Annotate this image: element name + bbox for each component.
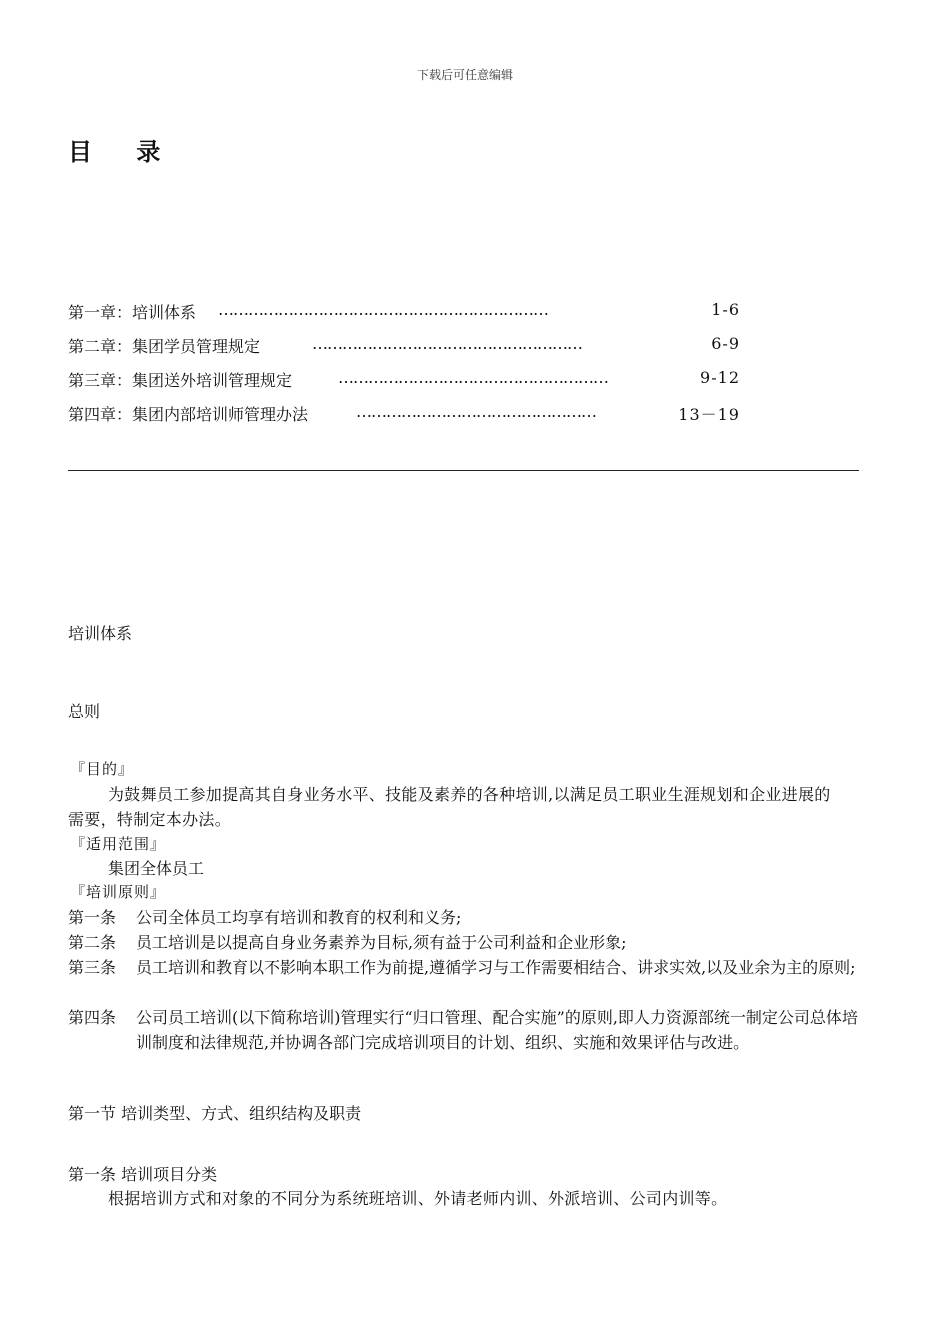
- toc-entry-label: 第三章：集团送外培训管理规定: [68, 371, 293, 390]
- article-number: 第二条: [68, 933, 117, 952]
- toc-entry-label: 第一章：培训体系: [68, 303, 197, 322]
- toc-title: 目 录: [68, 137, 179, 166]
- article-text: 公司全体员工均享有培训和教育的权利和义务;: [136, 908, 462, 927]
- purpose-label: 『目的』: [70, 760, 135, 778]
- toc-entry-label: 第二章：集团学员管理规定: [68, 337, 261, 356]
- purpose-text: 为鼓舞员工参加提高其自身业务水平、技能及素养的各种培训,以满足员工职业生涯规划和企业进展的需要，特制定本办法。: [68, 785, 831, 829]
- toc-entry-label: 第四章：集团内部培训师管理办法: [68, 405, 309, 424]
- toc-entry-page: 13－19: [678, 405, 740, 424]
- toc-entry-page: 9-12: [700, 368, 740, 387]
- article-text: 公司员工培训(以下简称培训)管理实行“归口管理、配合实施”的原则,即人力资源部统一制定公司总体培训制度和法律规范,并协调各部门完成培训项目的计划、组织、实施和效果评估与改进。: [136, 1008, 858, 1052]
- article-number: 第一条: [68, 908, 117, 927]
- article-number: 第四条: [68, 1008, 117, 1027]
- toc-entry-page: 1-6: [711, 300, 740, 319]
- toc-entry-page: 6-9: [711, 334, 740, 353]
- principle-article: [68, 905, 858, 930]
- principle-article: [68, 955, 858, 980]
- horizontal-divider: [68, 470, 859, 471]
- toc-entry-leader: …………………………………………………………: [218, 300, 548, 319]
- article-text: 员工培训和教育以不影响本职工作为前提,遵循学习与工作需要相结合、讲求实效,以及业余为主的原则;: [136, 958, 856, 977]
- toc-entry-leader: ………………………………………………: [312, 334, 582, 353]
- article-number: 第三条: [68, 958, 117, 977]
- toc-entry-leader: …………………………………………: [356, 402, 596, 421]
- toc-entry-leader: ………………………………………………: [338, 368, 608, 387]
- general-provisions-title: 总则: [68, 702, 101, 721]
- principles-label: 『培训原则』: [70, 883, 167, 901]
- scope-label: 『适用范围』: [70, 835, 167, 853]
- toc-entry[interactable]: [68, 300, 740, 324]
- section-title: 第一节 培训类型、方式、组织结构及职责: [68, 1104, 362, 1123]
- article-text: 员工培训是以提高自身业务素养为目标,须有益于公司利益和企业形象;: [136, 933, 627, 952]
- chapter-title: 培训体系: [68, 624, 133, 643]
- toc-entry[interactable]: [68, 402, 740, 426]
- scope-text: 集团全体员工: [108, 859, 205, 878]
- section-article-text: 根据培训方式和对象的不同分为系统班培训、外请老师内训、外派培训、公司内训等。: [108, 1189, 728, 1208]
- principle-article: [68, 930, 858, 955]
- header-note: 下载后可任意编辑: [416, 68, 513, 82]
- toc-entry[interactable]: [68, 368, 740, 392]
- toc-entry[interactable]: [68, 334, 740, 358]
- section-article-title: 第一条 培训项目分类: [68, 1165, 218, 1184]
- principle-article: [68, 1005, 858, 1055]
